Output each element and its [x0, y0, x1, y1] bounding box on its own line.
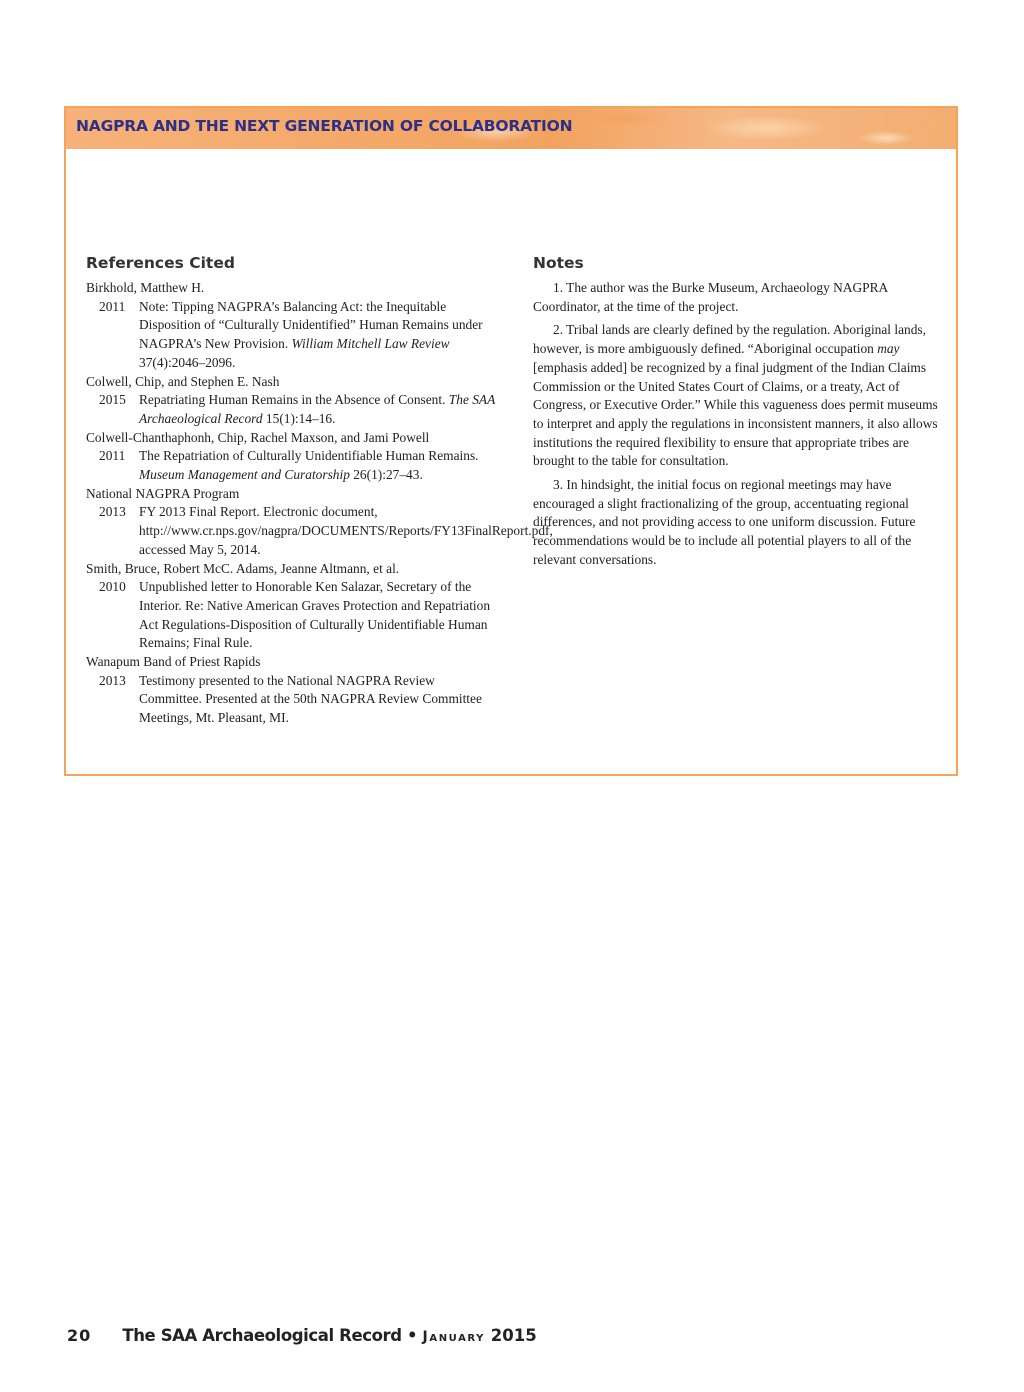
- reference-item: [86, 373, 496, 429]
- reference-item: [86, 560, 496, 654]
- reference-author: Birkhold, Matthew H.: [86, 280, 205, 295]
- reference-text-main: Testimony presented to the National NAGPRA Review Committee. Presented at the 50th NAGPRA Review Committee Meetings, Mt. Pleasant, MI.: [139, 672, 482, 726]
- note-text-cont: [emphasis added] be recognized by a final judgment of the Indian Claims Commission or the United States Court of Claims, or a treaty, Act of Congress, or Executive Order.” While this vagueness does permit museums to interpret and apply the regulations in inconsistent manners, it also allows institutions the required flexibility to ensure that appropriate tribes are brought to the table for consultation.: [533, 359, 938, 469]
- reference-text-main: Unpublished letter to Honorable Ken Salazar, Secretary of the Interior. Re: Native American Graves Protection and Repatriation Act Regulations-Disposition of Culturally Unidentifiable Human Remains; Final Rule.: [139, 579, 491, 651]
- reference-citation: 15(1):14–16.: [262, 410, 336, 426]
- note-item: [533, 279, 941, 316]
- reference-text: [139, 503, 553, 559]
- page-number: 20: [67, 1326, 92, 1345]
- banner-title: NAGPRA AND THE NEXT GENERATION OF COLLABORATION: [76, 117, 573, 135]
- note-item: [533, 476, 941, 570]
- notes-heading: Notes: [533, 254, 584, 272]
- reference-author: Colwell-Chanthaphonh, Chip, Rachel Maxson, and Jami Powell: [86, 429, 430, 445]
- note-item: [533, 321, 941, 471]
- reference-text-main: Repatriating Human Remains in the Absence of Consent.: [139, 392, 449, 408]
- reference-text: [139, 391, 496, 428]
- reference-text-main: Note: Tipping NAGPRA’s Balancing Act: the Inequitable Disposition of “Culturally Unidentified” Human Remains under NAGPRA’s New Provision.: [139, 298, 483, 352]
- reference-year: 2011: [99, 298, 126, 314]
- issue-month: January: [422, 1329, 486, 1345]
- references-column: [86, 254, 553, 728]
- note-text: 3. In hindsight, the initial focus on regional meetings may have encouraged a slight fractionalizing of the group, accentuating regional differences, and not providing access to one uniform discussion. Future recommendations would be to include all potential players to all of the relevant conversations.: [533, 477, 916, 567]
- reference-text-main: FY 2013 Final Report. Electronic document, http://www.cr.nps.gov/nagpra/DOCUMENTS/Reports/FY13FinalReport.pdf, accessed May 5, 2014.: [139, 504, 553, 557]
- reference-citation: 37(4):2046–2096.: [139, 354, 236, 370]
- reference-entry: [86, 447, 496, 484]
- reference-citation: 26(1):27–43.: [349, 467, 423, 483]
- reference-year: 2013: [99, 672, 126, 688]
- reference-list: [86, 279, 553, 728]
- section-banner: [66, 108, 956, 149]
- reference-entry: [86, 298, 496, 373]
- note-emphasis: may: [877, 341, 900, 357]
- reference-journal: Museum Management and Curatorship: [139, 467, 350, 483]
- notes-column: [533, 254, 941, 575]
- reference-journal: The SAA Archaeological Record: [139, 392, 496, 426]
- reference-item: [86, 279, 496, 373]
- reference-entry: [86, 503, 553, 559]
- reference-item: [86, 429, 496, 485]
- reference-entry: [86, 578, 496, 653]
- reference-year: 2013: [99, 504, 126, 520]
- reference-text-main: The Repatriation of Culturally Unidentifiable Human Remains.: [139, 448, 479, 464]
- reference-text: [139, 298, 496, 373]
- reference-journal: William Mitchell Law Review: [291, 336, 450, 352]
- reference-text: [139, 447, 496, 484]
- reference-author: Smith, Bruce, Robert McC. Adams, Jeanne Altmann, et al.: [86, 560, 400, 576]
- note-text: 2. Tribal lands are clearly defined by the regulation. Aboriginal lands, however, is more ambiguously defined. “Aboriginal occupation: [533, 322, 926, 357]
- journal-title: The SAA Archaeological Record: [122, 1326, 402, 1345]
- reference-text: [139, 672, 496, 728]
- reference-year: 2010: [99, 579, 126, 595]
- reference-entry: [86, 672, 496, 728]
- reference-item: [86, 653, 496, 728]
- note-text: 1. The author was the Burke Museum, Archaeology NAGPRA Coordinator, at the time of the project.: [533, 280, 888, 314]
- reference-year: 2015: [99, 392, 126, 408]
- reference-item: [86, 485, 553, 560]
- references-heading: References Cited: [86, 254, 235, 272]
- reference-entry: [86, 391, 496, 428]
- reference-author: Wanapum Band of Priest Rapids: [86, 654, 261, 670]
- page-footer: [67, 1326, 537, 1345]
- issue-year: 2015: [485, 1326, 537, 1345]
- notes-list: [533, 279, 941, 570]
- reference-year: 2011: [99, 448, 126, 464]
- reference-author: Colwell, Chip, and Stephen E. Nash: [86, 373, 280, 389]
- reference-text: [139, 578, 496, 653]
- reference-author: National NAGPRA Program: [86, 485, 240, 501]
- footer-separator: •: [401, 1326, 423, 1345]
